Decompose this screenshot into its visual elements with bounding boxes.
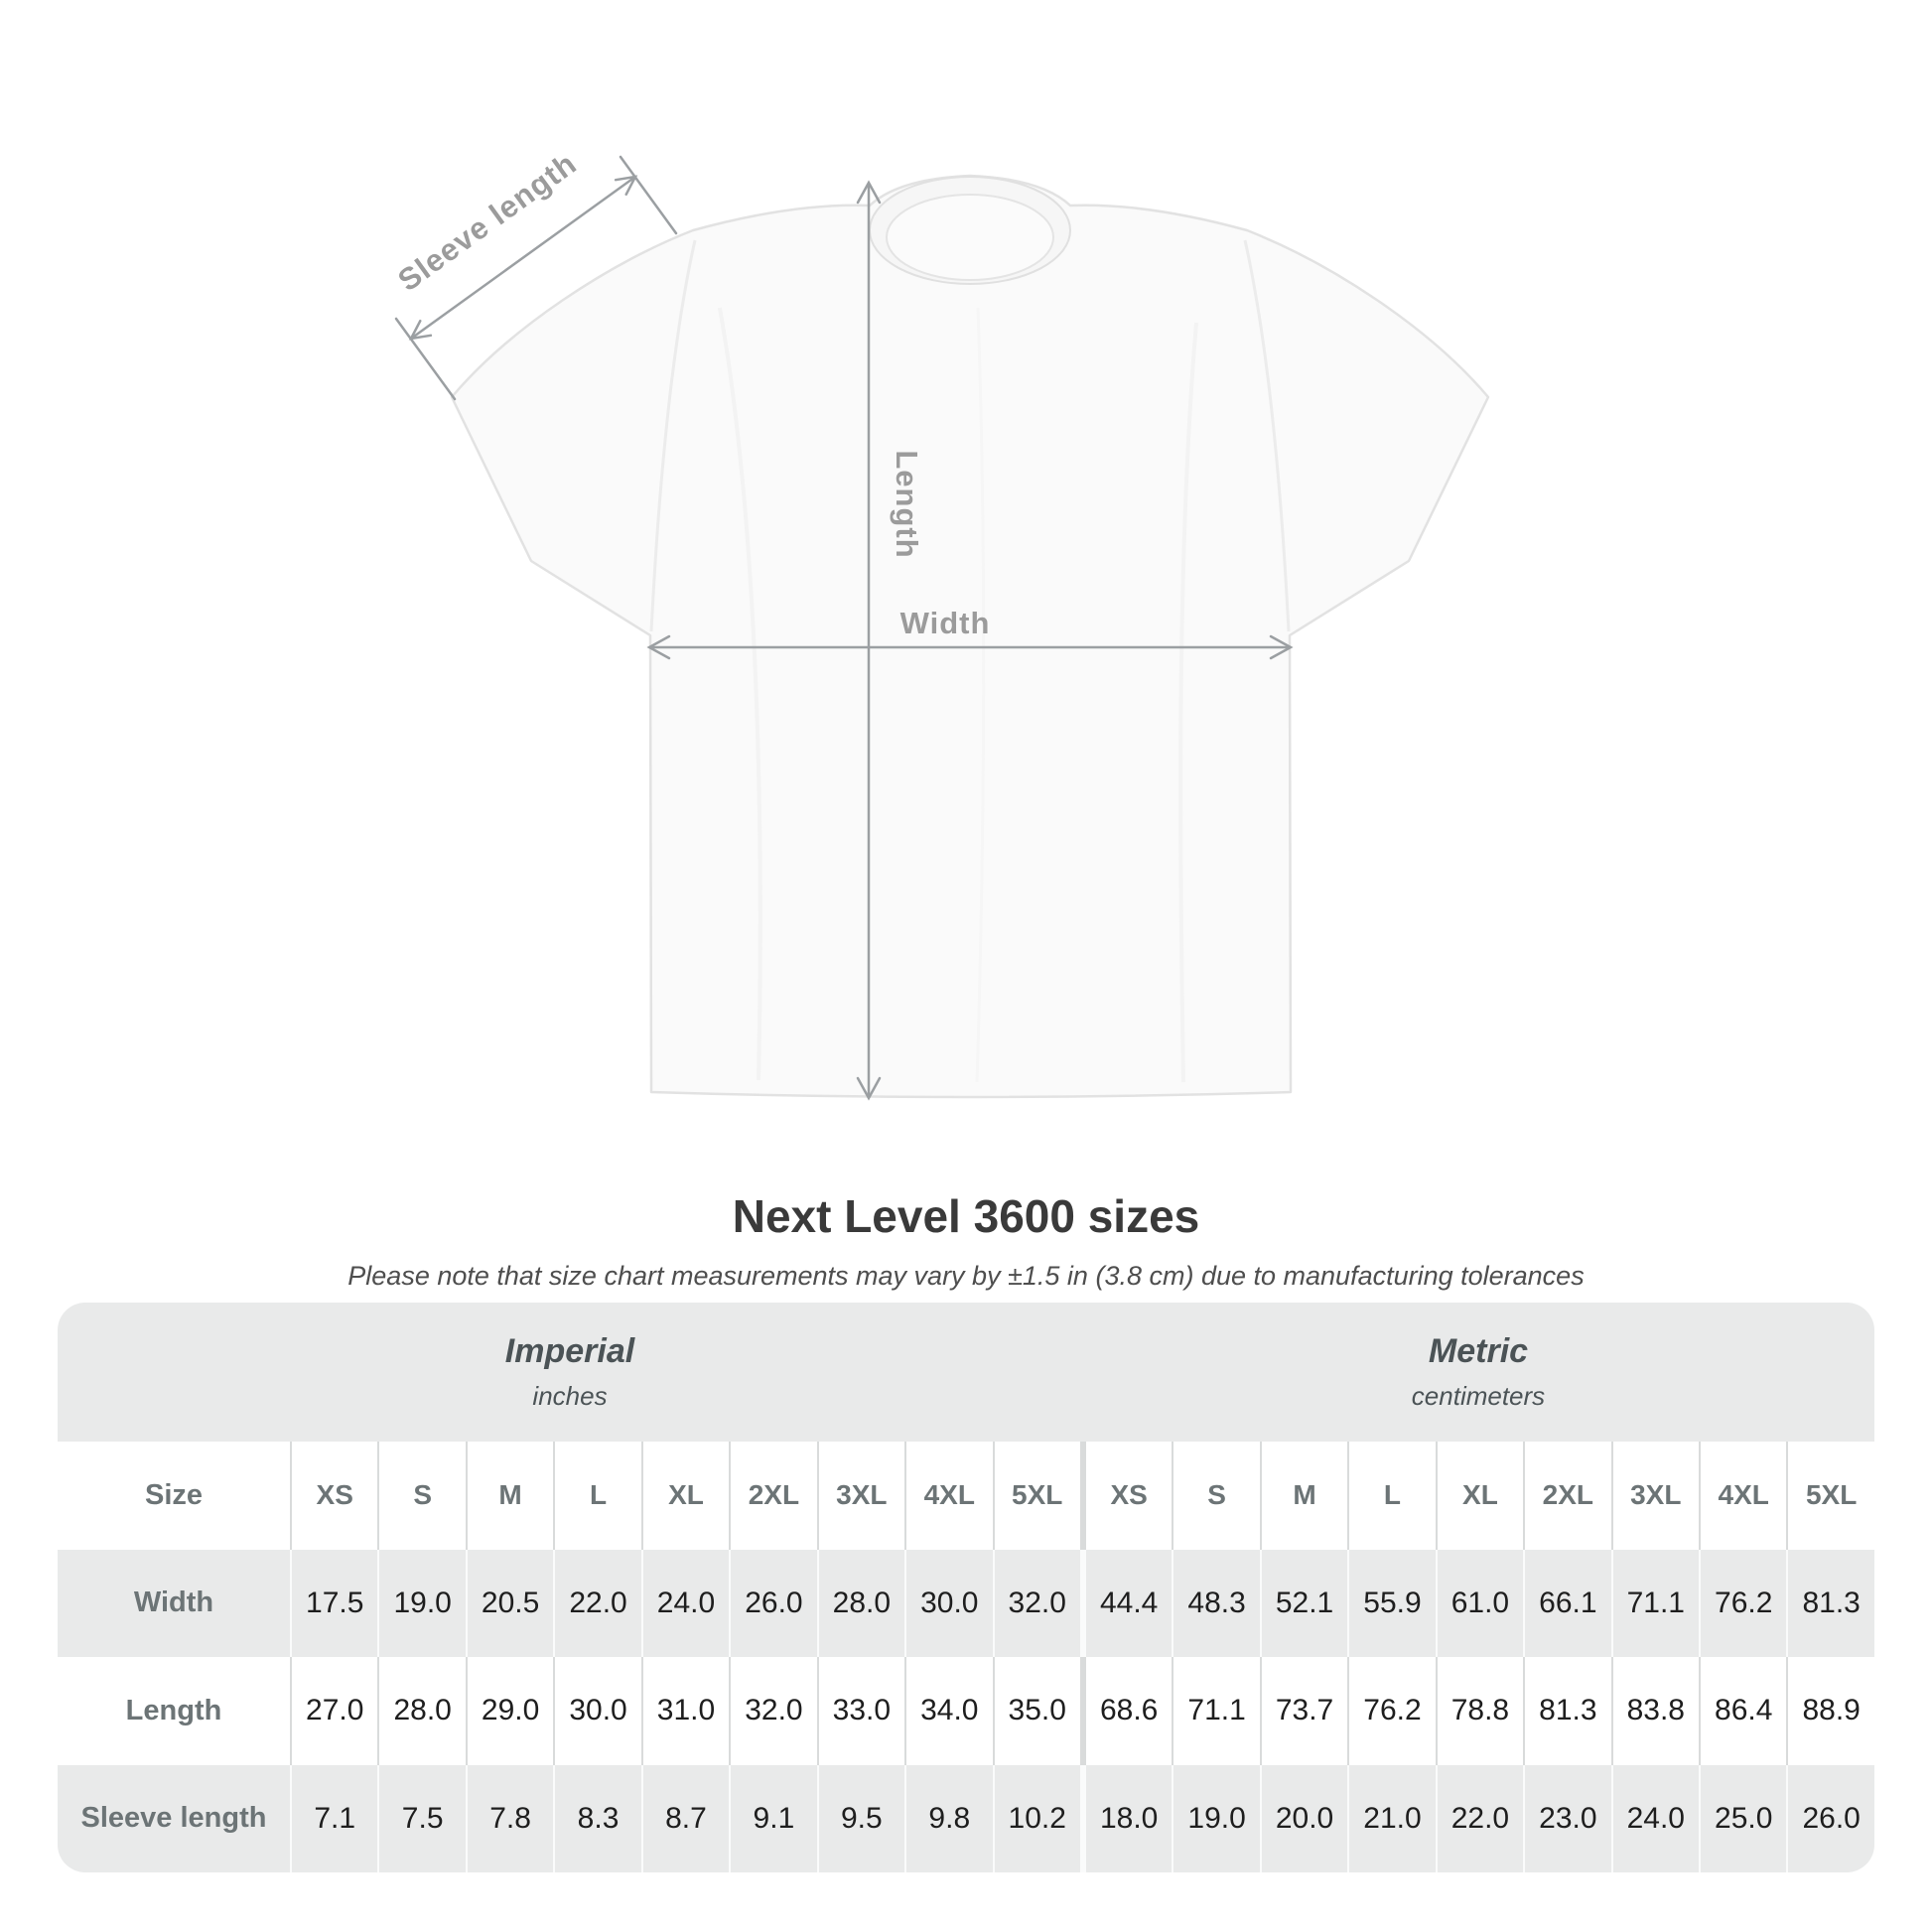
- size-column-header: M: [1260, 1442, 1347, 1550]
- row-label: Sleeve length: [80, 1802, 267, 1835]
- length-label: Length: [890, 450, 924, 559]
- size-column-header: S: [1172, 1442, 1259, 1550]
- value-cell: 9.1: [729, 1765, 816, 1873]
- value-cell: 24.0: [1611, 1765, 1699, 1873]
- size-column-header: S: [377, 1442, 465, 1550]
- value-cell: 30.0: [904, 1550, 992, 1658]
- value-cell: 9.5: [817, 1765, 904, 1873]
- size-table-rows: [58, 1442, 1874, 1872]
- size-header-row: [58, 1442, 1874, 1550]
- value-cell: 73.7: [1260, 1657, 1347, 1765]
- size-column-header: 4XL: [904, 1442, 992, 1550]
- imperial-label: Imperial: [504, 1332, 635, 1370]
- value-cell: 33.0: [817, 1657, 904, 1765]
- value-cell: 68.6: [1080, 1657, 1172, 1765]
- value-cell: 31.0: [641, 1657, 729, 1765]
- size-column-header: 3XL: [817, 1442, 904, 1550]
- value-cell: 71.1: [1611, 1550, 1699, 1658]
- unit-header: [58, 1303, 1874, 1442]
- size-column-header: 2XL: [1523, 1442, 1610, 1550]
- value-cell: 27.0: [290, 1657, 377, 1765]
- size-column-header: 3XL: [1611, 1442, 1699, 1550]
- value-cell: 10.2: [993, 1765, 1080, 1873]
- size-column-header: XL: [1436, 1442, 1523, 1550]
- value-cell: 19.0: [1172, 1765, 1259, 1873]
- value-cell: 66.1: [1523, 1550, 1610, 1658]
- metric-label: Metric: [1428, 1332, 1529, 1370]
- sleeve-tick-lower: [396, 319, 455, 399]
- value-cell: 7.1: [290, 1765, 377, 1873]
- metric-unit-label: centimeters: [1411, 1381, 1546, 1411]
- size-column-header: L: [553, 1442, 640, 1550]
- size-column-header: 2XL: [729, 1442, 816, 1550]
- value-cell: 86.4: [1699, 1657, 1786, 1765]
- value-cell: 7.8: [466, 1765, 553, 1873]
- value-cell: 20.0: [1260, 1765, 1347, 1873]
- table-row: [58, 1765, 1874, 1873]
- size-column-header: XS: [290, 1442, 377, 1550]
- value-cell: 76.2: [1347, 1657, 1435, 1765]
- sleeve-tick-upper: [621, 157, 676, 233]
- value-cell: 28.0: [817, 1550, 904, 1658]
- value-cell: 81.3: [1786, 1550, 1873, 1658]
- row-label: Length: [125, 1694, 222, 1726]
- value-cell: 32.0: [993, 1550, 1080, 1658]
- sleeve-length-label: Sleeve length: [391, 145, 584, 299]
- value-cell: 21.0: [1347, 1765, 1435, 1873]
- value-cell: 22.0: [1436, 1765, 1523, 1873]
- page-title: Next Level 3600 sizes: [732, 1190, 1200, 1242]
- value-cell: 81.3: [1523, 1657, 1610, 1765]
- collar-inner: [887, 195, 1053, 280]
- value-cell: 55.9: [1347, 1550, 1435, 1658]
- value-cell: 22.0: [553, 1550, 640, 1658]
- value-cell: 48.3: [1172, 1550, 1259, 1658]
- value-cell: 24.0: [641, 1550, 729, 1658]
- value-cell: 20.5: [466, 1550, 553, 1658]
- value-cell: 78.8: [1436, 1657, 1523, 1765]
- value-cell: 32.0: [729, 1657, 816, 1765]
- size-table: [58, 1303, 1874, 1872]
- value-cell: 83.8: [1611, 1657, 1699, 1765]
- value-cell: 28.0: [377, 1657, 465, 1765]
- value-cell: 76.2: [1699, 1550, 1786, 1658]
- size-column-header: XL: [641, 1442, 729, 1550]
- value-cell: 52.1: [1260, 1550, 1347, 1658]
- page-subtitle: Please note that size chart measurements may vary by ±1.5 in (3.8 cm) due to manufacturing tolerances: [347, 1261, 1585, 1291]
- size-column-header: 5XL: [993, 1442, 1080, 1550]
- size-column-header: M: [466, 1442, 553, 1550]
- value-cell: 34.0: [904, 1657, 992, 1765]
- imperial-unit-label: inches: [532, 1381, 608, 1411]
- value-cell: 23.0: [1523, 1765, 1610, 1873]
- value-cell: 26.0: [729, 1550, 816, 1658]
- value-cell: 9.8: [904, 1765, 992, 1873]
- value-cell: 35.0: [993, 1657, 1080, 1765]
- value-cell: 18.0: [1080, 1765, 1172, 1873]
- size-column-header: 5XL: [1786, 1442, 1873, 1550]
- value-cell: 26.0: [1786, 1765, 1873, 1873]
- table-row: [58, 1657, 1874, 1765]
- row-label: Width: [133, 1587, 214, 1619]
- value-cell: 19.0: [377, 1550, 465, 1658]
- value-cell: 17.5: [290, 1550, 377, 1658]
- imperial-section-header: [58, 1303, 1082, 1442]
- corner-size-label: Size: [144, 1478, 204, 1511]
- value-cell: 8.7: [641, 1765, 729, 1873]
- value-cell: 88.9: [1786, 1657, 1873, 1765]
- value-cell: 8.3: [553, 1765, 640, 1873]
- value-cell: 29.0: [466, 1657, 553, 1765]
- value-cell: 44.4: [1080, 1550, 1172, 1658]
- size-column-header: L: [1347, 1442, 1435, 1550]
- value-cell: 30.0: [553, 1657, 640, 1765]
- size-column-header: 4XL: [1699, 1442, 1786, 1550]
- value-cell: 71.1: [1172, 1657, 1259, 1765]
- table-row: [58, 1550, 1874, 1658]
- value-cell: 7.5: [377, 1765, 465, 1873]
- size-column-header: XS: [1080, 1442, 1172, 1550]
- value-cell: 61.0: [1436, 1550, 1523, 1658]
- width-label: Width: [899, 606, 991, 640]
- metric-section-header: [1082, 1303, 1874, 1442]
- value-cell: 25.0: [1699, 1765, 1786, 1873]
